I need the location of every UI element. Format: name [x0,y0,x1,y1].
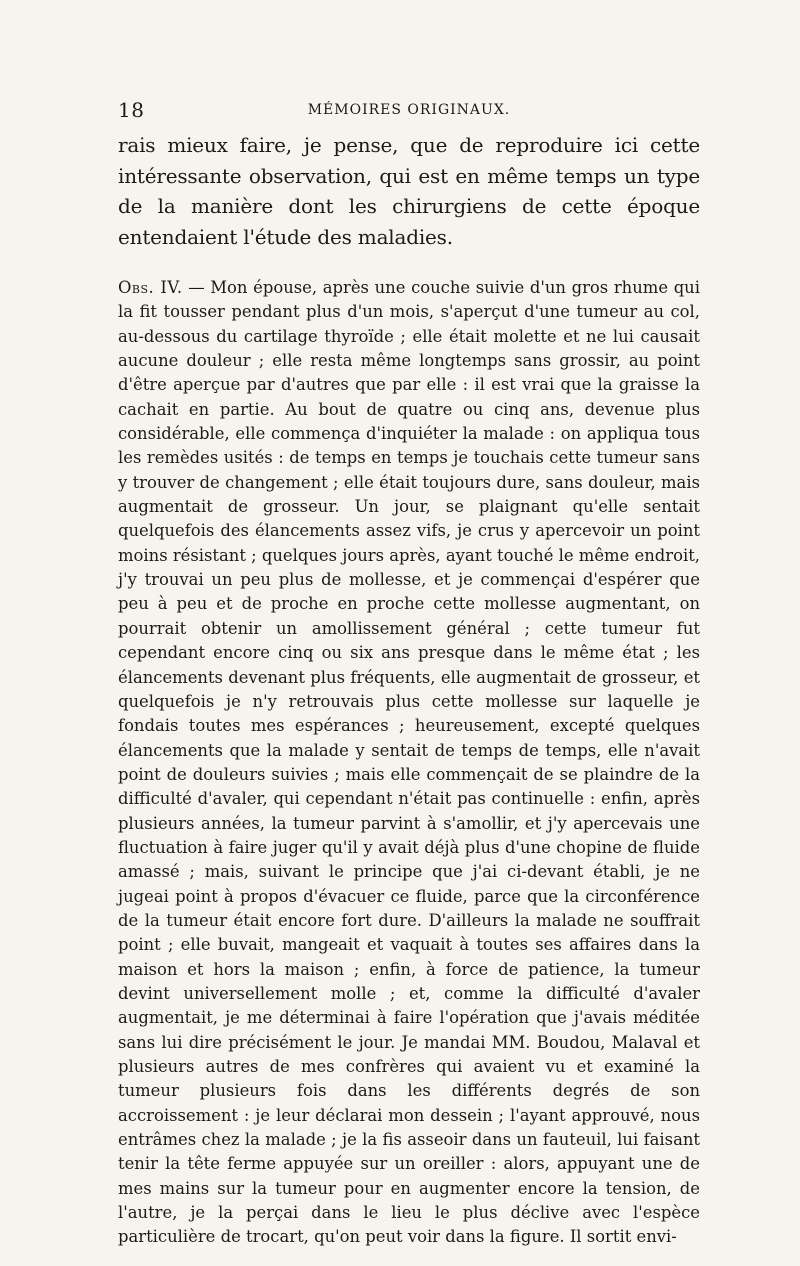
observation-paragraph [118,276,700,1250]
page-header [118,98,700,128]
page-number: 18 [118,98,145,122]
observation-label: Obs. IV. [118,278,183,297]
intro-paragraph: rais mieux faire, je pense, que de reproduire ici cette intéressante observation, qui est en même temps un type de la manière dont les chirurgiens de cette époque entendaient l'étude des maladies. [118,133,700,249]
running-title: MÉMOIRES ORIGINAUX. [307,102,511,118]
observation-text: — Mon épouse, après une couche suivie d'un gros rhume qui la fit tousser pendant plus d'un mois, s'aperçut d'une tumeur au col, au-dessous du cartilage thyroïde ; elle était molette et ne lui causait aucune douleur ; elle resta même longtemps sans grossir, au point d'être aperçue par d'autres que par elle : il est vrai que la graisse la cachait en partie. Au bout de quatre ou cinq ans, devenue plus considérable, elle commença d'inquiéter la malade : on appliqua tous les remèdes usités : de temps en temps je touchais cette tumeur sans y trouver de changement ; elle était toujours dure, sans douleur, mais augmentait de grosseur. Un jour, se plaignant qu'elle sentait quelquefois des élancements assez vifs, je crus y apercevoir un point moins résistant ; quelques jours après, ayant touché le même endroit, j'y trouvai un peu plus de mollesse, et je commençai d'espérer que peu à peu et de proche en proche cette mollesse augmentant, on pourrait obtenir un amollissement général ; cette tumeur fut cependant encore cinq ou six ans presque dans le même état ; les élancements devenant plus fréquents, elle augmentait de grosseur, et quelquefois je n'y retrouvais plus cette mollesse sur laquelle je fondais toutes mes espérances ; heureusement, excepté quelques élancements que la malade y sentait de temps de temps, elle n'avait point de douleurs suivies ; mais elle commençait de se plaindre de la difficulté d'avaler, qui cependant n'était pas continuelle : enfin, après plusieurs années, la tumeur parvint à s'amollir, et j'y apercevais une fluctuation à faire juger qu'il y avait déjà plus d'une chopine de fluide amassé ; mais, suivant le principe que j'ai ci-devant établi, je ne jugeai point à propos d'évacuer ce fluide, parce que la circonférence de la tumeur était encore fort dure. D'ailleurs la malade ne souffrait point ; elle buvait, mangeait et vaquait à toutes ses affaires dans la maison et hors la maison ; enfin, à force de patience, la tumeur devint universellement molle ; et, comme la difficulté d'avaler augmentait, je me déterminai à faire l'opération que j'avais méditée sans lui dire précisément le jour. Je mandai MM. Boudou, Malaval et plusieurs autres de mes confrères qui avaient vu et examiné la tumeur plusieurs fois dans les différents degrés de son accroissement : je leur déclarai mon dessein ; l'ayant approuvé, nous entrâmes chez la malade ; je la fis asseoir dans un fauteuil, lui faisant tenir la tête ferme appuyée sur un oreiller : alors, appuyant une de mes mains sur la tumeur pour en augmenter encore la tension, de l'autre, je la perçai dans le lieu le plus déclive avec l'espèce particulière de trocart, qu'on peut voir dans la figure. Il sortit envi- [118,278,700,1247]
book-page [118,98,700,1266]
